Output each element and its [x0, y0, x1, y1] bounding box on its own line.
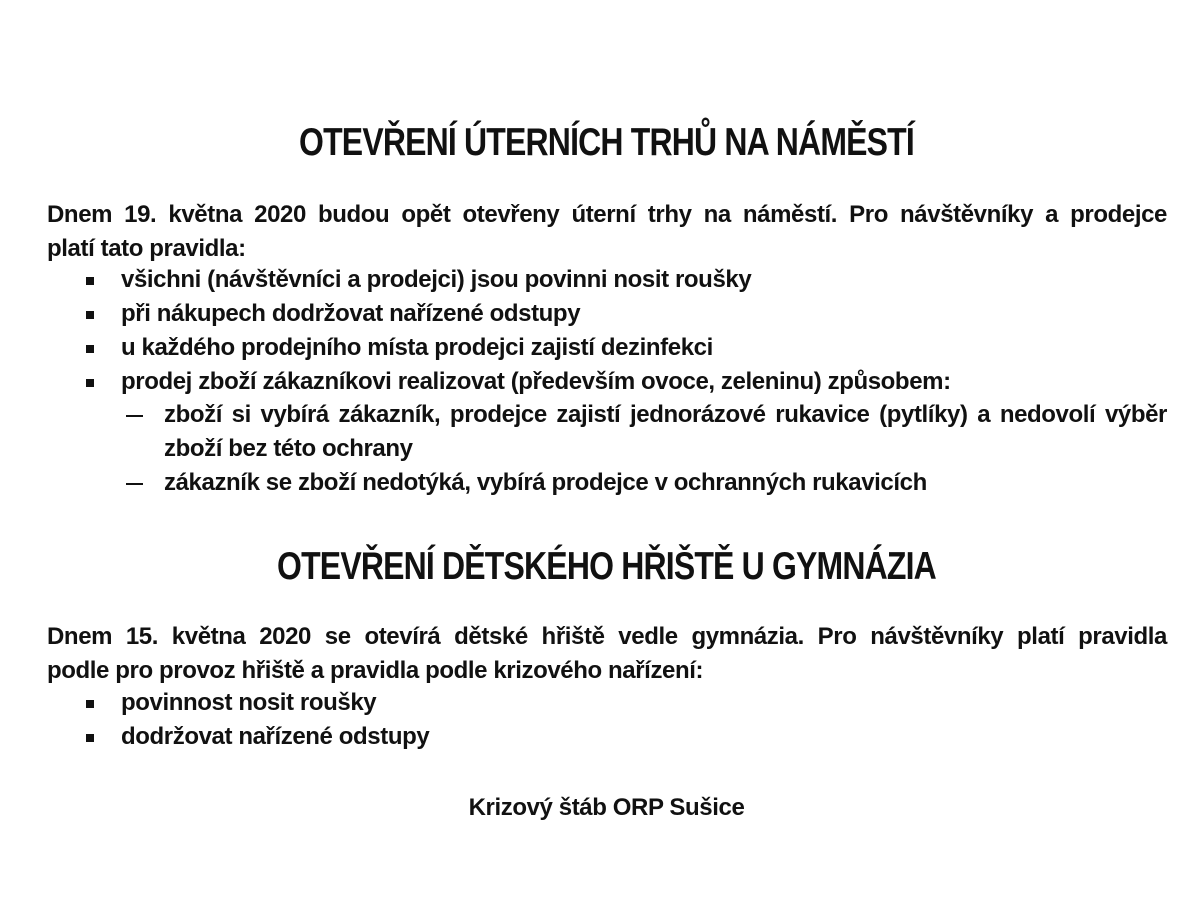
list-item [0, 331, 1197, 365]
section1-intro-line2: platí tato pravidla: [47, 235, 246, 262]
list-item-text: u každého prodejního místa prodejci zajistí dezinfekci [121, 334, 713, 361]
list-item-text: prodej zboží zákazníkovi realizovat (především ovoce, zeleninu) způsobem: [121, 368, 951, 395]
section2-heading: OTEVŘENÍ DĚTSKÉHO HŘIŠTĚ U GYMNÁZIA [277, 545, 936, 588]
square-bullet-icon [86, 277, 94, 285]
square-bullet-icon [86, 734, 94, 742]
section2-intro [47, 620, 1167, 688]
list-item [0, 263, 1197, 297]
section1-rules-list [0, 263, 1197, 399]
square-bullet-icon [86, 700, 94, 708]
dash-bullet-icon [126, 415, 143, 417]
signature: Krizový štáb ORP Sušice [468, 794, 745, 821]
square-bullet-icon [86, 379, 94, 387]
list-item [0, 720, 1197, 754]
list-item-text: všichni (návštěvníci a prodejci) jsou povinni nosit roušky [121, 266, 752, 293]
square-bullet-icon [86, 311, 94, 319]
sub-list-item-text: zákazník se zboží nedotýká, vybírá prodejce v ochranných rukavicích [164, 469, 927, 496]
sub-list-item-text: zboží si vybírá zákazník, prodejce zajistí jednorázové rukavice (pytlíky) a nedovolí výběr zboží bez této ochrany [164, 401, 1167, 462]
list-item [0, 365, 1197, 399]
square-bullet-icon [86, 345, 94, 353]
list-item [0, 686, 1197, 720]
section2-intro-line2: podle pro provoz hřiště a pravidla podle krizového nařízení: [47, 657, 704, 684]
sub-list-item [0, 466, 1197, 500]
section2-rules-list [0, 686, 1197, 754]
section1-intro [47, 198, 1167, 266]
section2-intro-line1: Dnem 15. května 2020 se otevírá dětské hřiště vedle gymnázia. Pro návštěvníky platí pravidla [47, 623, 1167, 650]
list-item [0, 297, 1197, 331]
section1-intro-line1: Dnem 19. května 2020 budou opět otevřeny úterní trhy na náměstí. Pro návštěvníky a prodejce [47, 201, 1167, 228]
section1-sub-rules-list [0, 398, 1197, 500]
section1-heading: OTEVŘENÍ ÚTERNÍCH TRHŮ NA NÁMĚSTÍ [299, 121, 914, 164]
list-item-text: při nákupech dodržovat nařízené odstupy [121, 300, 581, 327]
list-item-text: povinnost nosit roušky [121, 689, 377, 716]
dash-bullet-icon [126, 483, 143, 485]
sub-list-item [0, 398, 1197, 466]
list-item-text: dodržovat nařízené odstupy [121, 723, 430, 750]
